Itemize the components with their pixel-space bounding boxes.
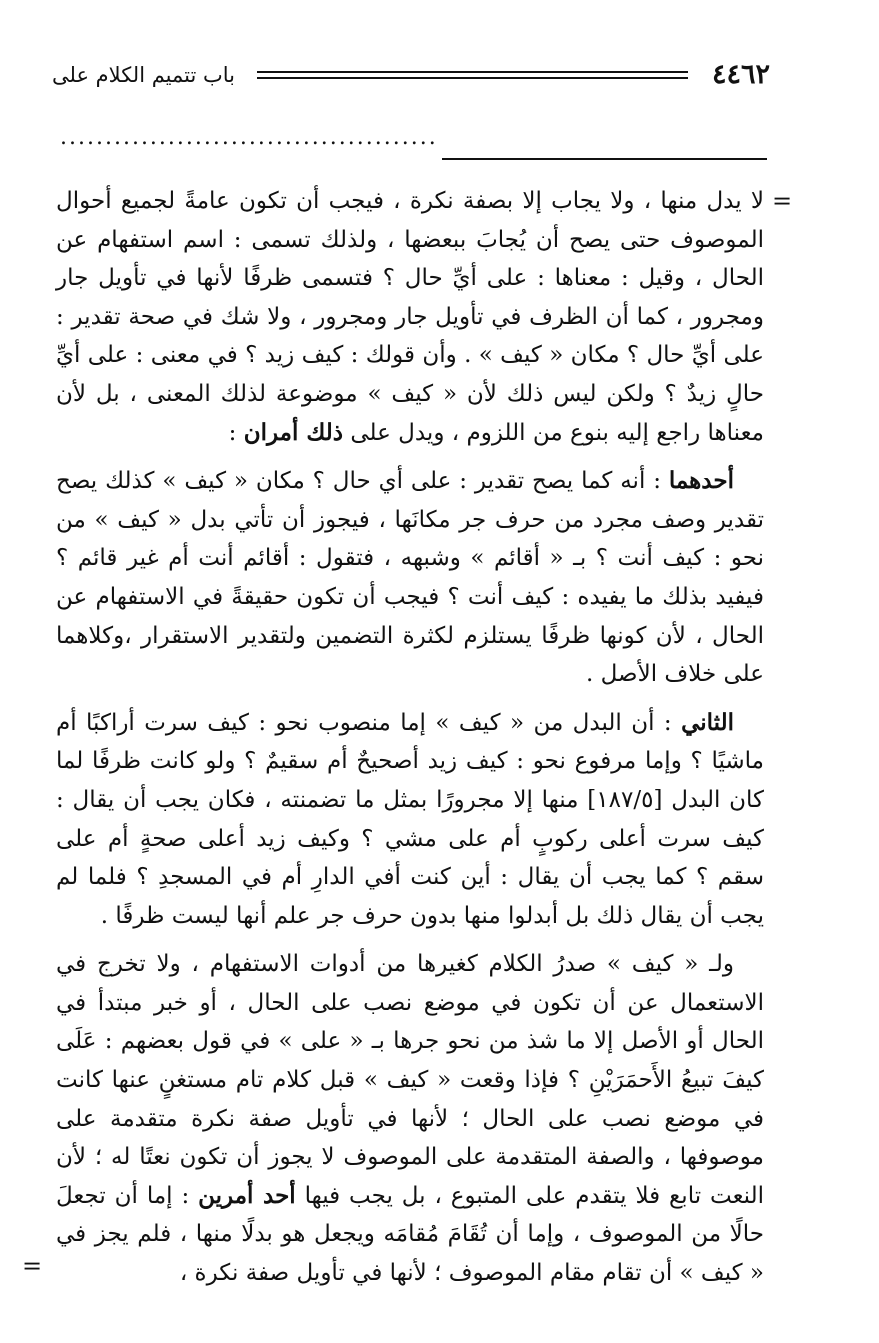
continuation-mark-top: = [772,187,793,215]
paragraph-1 [56,182,764,452]
paragraph-1-bold: ذلك أمران [243,418,344,446]
paragraph-4 [56,945,764,1292]
footnote-separator-rule [442,158,767,160]
footnote-body [56,182,764,1293]
running-title: باب تتميم الكلام على [52,63,236,87]
paragraph-4-text: ولـ « كيف » صدرُ الكلام كغيرها من أدوات الاستفهام ، ولا تخرج في الاستعمال عن أن تكون في موضع نصب على الحال ، أو خبر مبتدأ في الحال أو الأصل إلا ما شذ من نحو جرها بـ « على » في قول بعضهم : عَلَى كيفَ تبيعُ الأَحمَرَيْنِ ؟ فإذا وقعت « كيف » قبل كلام تام مستغنٍ عنها كانت في موضع نصب على الحال ؛ لأنها في تأويل صفة نكرة متقدمة على موصوفها ، والصفة المتقدمة على الموصوف لا يجوز أن تكون نعتًا له ؛ لأن النعت تابع فلا يتقدم على المتبوع ، بل يجب فيها [56,951,765,1209]
paragraph-4-after: : إما أن تجعلَ حالًا من الموصوف ، وإما أن تُقَامَ مُقامَه ويجعل هو بدلًا منها ، فلم يجز في « كيف » أن تقام مقام الموصوف ؛ لأنها في تأويل صفة نكرة ، [56,1182,764,1287]
paragraph-3-text: : أن البدل من « كيف » إما منصوب نحو : كيف سرت أراكبًا أم ماشيًا ؟ وإما مرفوع نحو : كيف زيد أصحيحٌ أم سقيمٌ ؟ ولو كانت ظرفًا لما كان البدل [١٨٧/٥] منها إلا مجرورًا بمثل ما تضمنته ، فكان يجب أن يقال : كيف سرت أعلى ركوبٍ أم على مشي ؟ وكيف زيد أعلى صحةٍ أم على سقم ؟ كما يجب أن يقال : أين كنت أفي الدارِ أم في المسجدِ ؟ فلما لم يجب أن يقال ذلك بل أبدلوا منها بدون حرف جر علم أنها ليست ظرفًا . [56,709,764,929]
paragraph-3 [56,704,764,936]
paragraph-4-bold: أحد أمرين [198,1181,296,1209]
footnote-ellipsis: .......................................... [60,125,438,150]
page-number: ٤٤٦٢ [711,59,770,90]
header-double-rule [257,71,688,79]
paragraph-2-bold: أحدهما [668,467,734,495]
continuation-mark-bottom: = [22,1252,43,1280]
paragraph-2 [56,462,764,694]
page-header [52,58,770,98]
paragraph-1-after: : [228,419,244,446]
paragraph-1-text: لا يدل منها ، ولا يجاب إلا بصفة نكرة ، فيجب أن تكون عامةً لجميع أحوال الموصوف حتى يصح أن يُجابَ ببعضها ، ولذلك تسمى : اسم استفهام عن الحال ، وقيل : معناها : على أيِّ حال ؟ فتسمى ظرفًا لأنها في تأويل جار ومجرور ، كما أن الظرف في تأويل جار ومجرور ، ولا شك في صحة تقدير : على أيِّ حال ؟ مكان « كيف » . وأن قولك : كيف زيد ؟ في معنى : على أيِّ حالٍ زيدٌ ؟ ولكن ليس ذلك لأن « كيف » موضوعة لذلك المعنى ، بل لأن معناها راجع إليه بنوع من اللزوم ، ويدل على [56,188,764,446]
paragraph-2-text: : أنه كما يصح تقدير : على أي حال ؟ مكان « كيف » كذلك يصح تقدير وصف مجرد من حرف جر مكانَها ، فيجوز أن تأتي بدل « كيف » من نحو : كيف أنت ؟ بـ « أقائم » وشبهه ، فتقول : أقائم أنت أم غير قائم ؟ فيفيد بذلك ما يفيده : كيف أنت ؟ فيجب أن تكون حقيقةً في الاستفهام عن الحال ، لأن كونها ظرفًا يستلزم لكثرة التضمين ولتقدير الاستقرار ،وكلاهما على خلاف الأصل . [56,468,764,688]
paragraph-3-bold: الثاني [681,708,734,736]
